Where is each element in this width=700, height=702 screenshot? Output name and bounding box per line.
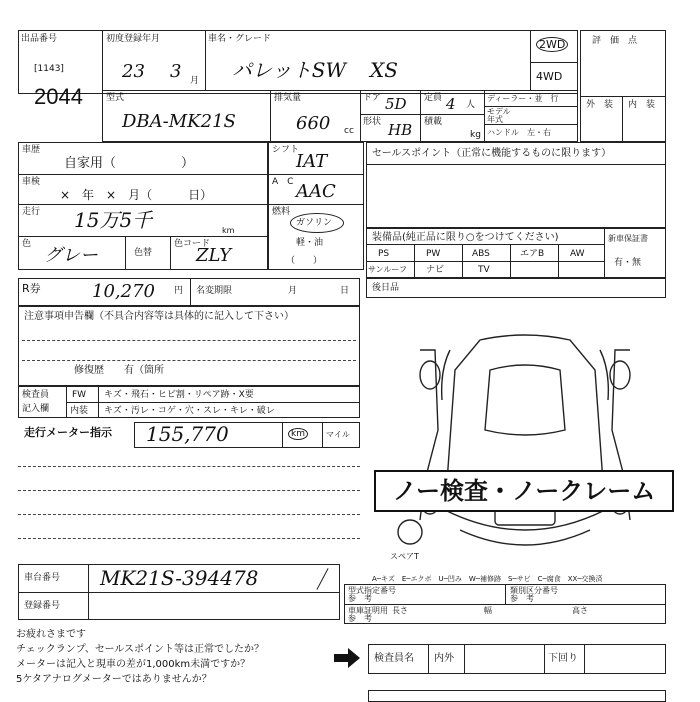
recycle-value: 10,270 bbox=[92, 281, 155, 302]
equip-pw: PW bbox=[426, 249, 441, 259]
memo-line bbox=[18, 466, 360, 467]
shift-label: シフト bbox=[272, 145, 300, 155]
divider bbox=[484, 90, 485, 142]
divider bbox=[428, 644, 429, 674]
registration-number-label: 登録番号 bbox=[24, 601, 61, 611]
equip-sunroof: サンルーフ bbox=[368, 265, 407, 274]
colorcode-value: ZLY bbox=[196, 245, 232, 266]
repair-history-label: 修復歴 有（箇所 bbox=[74, 365, 164, 376]
meter-km bbox=[288, 429, 308, 439]
mileage-unit: km bbox=[222, 226, 235, 235]
equipment-title: 装備品(純正品に限り○をつけてください) bbox=[372, 232, 559, 243]
model-year-label-2: 年式 bbox=[487, 115, 503, 124]
divider bbox=[622, 96, 623, 142]
divider bbox=[322, 422, 323, 448]
equip-tv: TV bbox=[478, 265, 490, 275]
footer-line-1: お疲れさまです bbox=[16, 629, 86, 640]
divider bbox=[420, 90, 421, 142]
divider bbox=[530, 30, 531, 90]
cert-length: 長さ bbox=[392, 606, 408, 615]
gasoline-circle bbox=[290, 213, 344, 233]
memo-line bbox=[18, 490, 360, 491]
drive-4wd: 4WD bbox=[536, 70, 563, 83]
lot-number: 2044 bbox=[34, 84, 83, 109]
interior-label: 内 装 bbox=[628, 100, 656, 110]
fuel-option-2: 軽・油 bbox=[296, 238, 324, 248]
name-change-label: 名変期限 bbox=[196, 286, 233, 296]
divider bbox=[125, 236, 126, 270]
divider bbox=[366, 261, 604, 262]
lot-number-label: 出品番号 bbox=[21, 34, 58, 44]
handle-label: ハンドル 左・右 bbox=[487, 128, 551, 137]
model-year-label-1: モデル bbox=[487, 107, 511, 116]
equip-ps: PS bbox=[378, 249, 390, 259]
memo-line bbox=[18, 514, 360, 515]
exterior-label: 外 装 bbox=[586, 100, 614, 110]
cert-ref-3: 参 考 bbox=[348, 614, 372, 623]
history-label: 車歴 bbox=[22, 145, 41, 155]
ac-value: AAC bbox=[296, 181, 336, 202]
inspector-interior-text: キズ・汚レ・コゲ・穴・スレ・キレ・破レ bbox=[104, 406, 275, 416]
divider bbox=[584, 644, 585, 674]
divider bbox=[464, 644, 465, 674]
notes-line bbox=[22, 340, 356, 341]
divider bbox=[268, 174, 364, 175]
mileage-value: 15万5千 bbox=[74, 208, 153, 232]
divider bbox=[344, 604, 666, 605]
cert-label-2: 類別区分番号 bbox=[510, 586, 558, 595]
meter-mile: マイル bbox=[326, 430, 350, 439]
shape-label: 形状 bbox=[363, 117, 382, 127]
color-label: 色 bbox=[22, 239, 32, 249]
footer-line-2: チェックランプ、セールスポイント等は正常でしたか？ bbox=[16, 644, 264, 655]
divider bbox=[580, 96, 666, 97]
cert-label-1: 型式指定番号 bbox=[348, 586, 396, 595]
inspector-label-2: 記入欄 bbox=[22, 404, 50, 414]
model-value: DBA-MK21S bbox=[122, 111, 236, 132]
displacement-value: 660 bbox=[296, 113, 331, 134]
chassis-value: MK21S-394478 bbox=[100, 566, 259, 590]
damage-legend: A─キズ E─エクボ U─凹み W─補修跡 S─サビ C─腐食 XX─交換済 bbox=[372, 575, 603, 583]
divider bbox=[190, 278, 191, 306]
notes-title: 注意事項申告欄（不具合内容等は具体的に記入して下さい） bbox=[24, 311, 294, 322]
recycle-unit: 円 bbox=[174, 286, 184, 296]
divider bbox=[544, 644, 545, 674]
footer-line-3: メーターは記入と現車の差が1,000km未満ですか？ bbox=[16, 659, 251, 670]
name-change-day: 日 bbox=[340, 286, 350, 296]
meter-km-circled: km bbox=[288, 428, 308, 440]
load-unit: kg bbox=[470, 130, 481, 140]
capacity-label: 定員 bbox=[424, 93, 443, 103]
color-value: グレー bbox=[44, 245, 98, 266]
fuel-label: 燃料 bbox=[272, 207, 291, 217]
model-label: 型式 bbox=[106, 93, 125, 103]
fuel-option-3: （ ） bbox=[286, 256, 323, 266]
divider bbox=[66, 402, 360, 403]
divider bbox=[366, 164, 666, 165]
drive-2wd-circled: 2WD bbox=[536, 37, 568, 52]
first-registration-month: 3 bbox=[170, 61, 182, 82]
grade-value: XS bbox=[370, 58, 398, 82]
car-name-label: 車名・グレード bbox=[208, 34, 272, 44]
new-car-value: 有・無 bbox=[614, 258, 642, 268]
divider bbox=[18, 204, 268, 205]
divider bbox=[462, 244, 463, 278]
inspector-name-label: 検査員名 bbox=[374, 653, 414, 664]
divider bbox=[18, 236, 268, 237]
arrow-icon bbox=[334, 648, 360, 668]
first-registration-year: 23 bbox=[122, 61, 145, 82]
drive-2wd bbox=[536, 40, 568, 50]
divider bbox=[102, 30, 103, 94]
divider bbox=[558, 244, 559, 278]
divider bbox=[530, 62, 578, 63]
inspection-label: 車検 bbox=[22, 177, 41, 187]
load-label: 積載 bbox=[424, 117, 443, 127]
new-car-label: 新車保証書 bbox=[608, 234, 648, 243]
inspector-fw-tag: FW bbox=[72, 390, 87, 400]
displacement-label: 排気量 bbox=[274, 93, 302, 103]
divider bbox=[414, 244, 415, 278]
underbody-label: 下回り bbox=[548, 653, 578, 664]
inspection-value: × 年 × 月（ 日） bbox=[60, 188, 213, 202]
divider bbox=[170, 236, 171, 270]
equip-abs: ABS bbox=[472, 249, 490, 259]
cert-ref-1: 参 考 bbox=[348, 594, 372, 603]
divider bbox=[360, 90, 361, 142]
inspector-label-1: 検査員 bbox=[22, 390, 50, 400]
shape-value: HB bbox=[388, 121, 413, 139]
divider bbox=[18, 592, 340, 593]
divider bbox=[282, 422, 283, 448]
bottom-box bbox=[368, 690, 666, 702]
cert-label-3: 車庫証明用 bbox=[348, 606, 388, 615]
inside-outside-label: 内外 bbox=[434, 653, 454, 664]
shift-value: IAT bbox=[296, 151, 328, 172]
name-change-month: 月 bbox=[288, 286, 298, 296]
month-unit: 月 bbox=[190, 76, 200, 86]
footer-line-4: 5ケタアナログメーターではありませんか？ bbox=[16, 674, 212, 685]
displacement-unit: cc bbox=[344, 126, 354, 136]
evaluation-box bbox=[580, 30, 666, 142]
inspector-interior-tag: 内装 bbox=[70, 406, 89, 416]
selling-points-title: セールスポイント（正常に機能するものに限ります） bbox=[372, 148, 612, 159]
divider bbox=[604, 228, 605, 278]
spare-tire-label: スペアT bbox=[390, 552, 419, 561]
later-items-box bbox=[366, 278, 666, 298]
divider bbox=[205, 30, 206, 90]
divider bbox=[360, 114, 484, 115]
inspector-fw-text: キズ・飛石・ヒビ割・リペア跡・X要 bbox=[104, 390, 254, 400]
equip-navi: ナビ bbox=[426, 265, 445, 275]
divider bbox=[270, 90, 271, 142]
chassis-label: 車台番号 bbox=[24, 573, 61, 583]
divider bbox=[505, 584, 506, 604]
capacity-value: 4 bbox=[446, 95, 456, 113]
later-items-label: 後日品 bbox=[372, 283, 400, 293]
meter-label: 走行メーター指示 bbox=[24, 426, 112, 439]
mileage-label: 走行 bbox=[22, 207, 41, 217]
car-name-value: パレットSW bbox=[232, 58, 347, 82]
cert-width: 幅 bbox=[484, 606, 492, 615]
divider bbox=[18, 174, 268, 175]
cert-ref-2: 参 考 bbox=[510, 594, 534, 603]
divider bbox=[510, 244, 511, 278]
fuel-option-1: ガソリン bbox=[296, 218, 333, 228]
recycle-label: R券 bbox=[22, 282, 41, 295]
car-diagram bbox=[380, 310, 670, 570]
door-value: 5D bbox=[385, 95, 407, 113]
meter-value: 155,770 bbox=[146, 422, 229, 446]
divider bbox=[268, 204, 364, 205]
colorcode-label: 色コード bbox=[174, 239, 211, 249]
no-inspection-stamp: ノー検査・ノークレーム bbox=[374, 470, 674, 512]
equip-airbag: エアB bbox=[520, 249, 545, 259]
cert-height: 高さ bbox=[572, 606, 588, 615]
dealer-label: ディーラー・並 行 bbox=[487, 94, 559, 103]
evaluation-label: 評 価 点 bbox=[592, 36, 638, 46]
lot-number-sub: [1143] bbox=[34, 64, 64, 74]
door-label: ドア bbox=[363, 93, 381, 103]
notes-line bbox=[22, 360, 356, 361]
first-registration-label: 初度登録年月 bbox=[106, 34, 161, 44]
equip-aw: AW bbox=[570, 249, 585, 259]
repaint-label: 色替 bbox=[134, 248, 153, 258]
ac-label: A C bbox=[272, 177, 294, 187]
recycle-box bbox=[18, 278, 360, 306]
history-value: 自家用（ ） bbox=[64, 156, 195, 171]
capacity-unit: 人 bbox=[466, 100, 476, 110]
memo-line bbox=[18, 538, 360, 539]
divider bbox=[366, 244, 604, 245]
